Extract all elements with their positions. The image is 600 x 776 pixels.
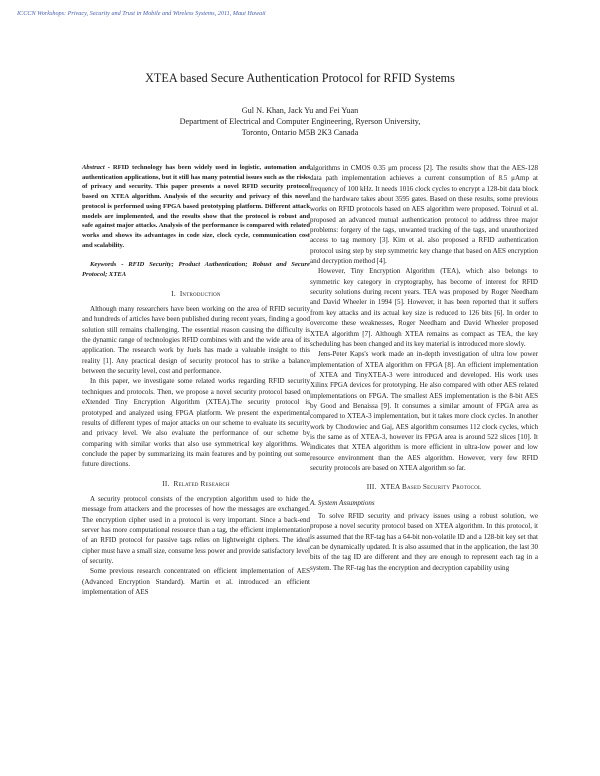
author-address: Toronto, Ontario M5B 2K3 Canada — [241, 128, 359, 138]
section-heading-protocol: III. XTEA Based Security Protocol — [366, 483, 482, 492]
right-column — [310, 163, 538, 573]
paragraph: Although many researchers have been working on the area of RFID security and hundreds of articles have been published during recent years, finding a good solution still remains challenging. The essential reason causing the difficulty is the dynamic range of technologies RFID combines with and the wide area of its application. The research work by Juels has made a valuable insight to this reality [1]. Any practical design of security protocol has to strike a balance between the security level, cost and performance. — [82, 305, 310, 376]
subsection-heading-assumptions: A. System Assumptions — [310, 498, 375, 507]
conference-header: ICCCN Workshops: Privacy, Security and Trust in Mobile and Wireless Systems, 2011, Maui Hawaii — [17, 10, 266, 17]
paragraph: A security protocol consists of the encryption algorithm used to hide the message from attackers and the processes of how the messages are exchanged. The encryption cipher used in a protocol is very important. Since a back-end server has more computational resource than a tag, the efficient implementation of an RFID protocol for passive tags relies on lightweight ciphers. The ideal cipher must have a small size, consume less power and provide satisfactory level of security. — [82, 494, 310, 565]
section-heading-introduction: I. Introduction — [171, 289, 221, 298]
paragraph: Some previous research concentrated on efficient implementation of AES (Advanced Encryption Standard). Martin et al. introduced an efficient implementation of AES — [82, 567, 310, 597]
paragraph: In this paper, we investigate some related works regarding RFID security techniques and protocols. Then, we propose a novel security protocol based on eXtended Tiny Encryption Algorithm (XTEA).The security protocol is prototyped and analyzed using FPGA platform. We present the experimental results of different types of major attacks on our scheme to evaluate its security and privacy level. We also evaluate the performance of our scheme by comparing with similar works that also use symmetrical key algorithms. We conclude the paper by summarizing its main features and by pointing out some future directions. — [82, 377, 310, 469]
paragraph: To solve RFID security and privacy issues using a robust solution, we propose a novel security protocol based on XTEA algorithm. In this protocol, it is assumed that the RF-tag has a 64-bit non-volatile ID and a 128-bit key set that can be dynamically updated. It is also assumed that in the application, the last 30 bits of the tag ID are different and they are enough to represent each tag in a system. The RF-tag has the encryption and decryption capability using — [310, 512, 538, 572]
author-block — [0, 105, 600, 139]
author-names: Gul N. Khan, Jack Yu and Fei Yuan — [241, 106, 359, 115]
keywords: Keywords - RFID Security; Product Authentication; Robust and Secure Protocol; XTEA — [82, 261, 310, 279]
paragraph: Jens-Peter Kaps's work made an in-depth investigation of ultra low power implementation of XTEA algorithm on FPGA [8]. An efficient implementation of XTEA and TinyXTEA-3 were introduced and developed. His work uses Xilinx FPGA devices for prototyping. He also compared with other AES related implementations on FPGA. The smallest AES implementation is the 8-bit AES by Good and Benaissa [9]. It consumes a similar amount of FPGA area as compared to XTEA-3 implementation, but it takes more clock cycles. In another work by Chodowiec and Gaj, AES algorithm consumes 112 clock cycles, which is the same as of XTEA-3, however its FPGA area is around 522 slices [10]. It indicates that XTEA algorithm is more efficient in ultra-low power and low resource environment than the AES algorithm. However, very few RFID security protocols are based on XTEA algorithm so far. — [310, 350, 538, 472]
section-heading-related-research: II. Related Research — [162, 479, 230, 488]
paragraph: However, Tiny Encryption Algorithm (TEA), which also belongs to symmetric key category in cryptography, has become of interest for RFID security solutions during recent years. TEA was proposed by Roger Needham and David Wheeler in 1994 [5]. However, it has been reported that it suffers from key attacks and its actual key size is reduced to 126 bits [6]. In order to overcome these weaknesses, Roger Needham and David Wheeler proposed XTEA algorithm [7]. Although XTEA remains as compact as TEA, the key scheduling has been changed and its key material is introduced more slowly. — [310, 267, 538, 348]
abstract — [82, 163, 310, 250]
left-column — [82, 163, 310, 597]
paragraph: algorithms in CMOS 0.35 μm process [2]. The results show that the AES-128 data path implementation achieves a current consumption of 8.5 μAmp at frequency of 100 kHz. It needs 1016 clock cycles to encrypt a 128-bit data block and the hardware takes about 3595 gates. Based on these results, some previous works on RFID protocols based on AES algorithm were proposed. Toiruul et al. proposed an advanced mutual authentication protocol to address three major problems: forgery of the tags, unwanted tracking of the tags, and unauthorized access to tag memory [3]. Kim et al. also proposed a RFID authentication protocol using step by step symmetric key change that based on AES encryption and decryption method [4]. — [310, 164, 538, 266]
author-affiliation: Department of Electrical and Computer Engineering, Ryerson University, — [179, 117, 421, 127]
paper-title: XTEA based Secure Authentication Protocol for RFID Systems — [145, 71, 455, 85]
abstract-lead: Abstract - — [82, 164, 110, 171]
abstract-text: RFID technology has been widely used in logistic, automation and authentication applications, but it still has many potential issues such as the risks of privacy and security. This paper presents a novel RFID security protocol based on XTEA algorithm. Analysis of the security and privacy of this novel protocol is performed using FPGA based prototyping platform. Different attack models are implemented, and the results show that the protocol is robust and safe against major attacks. Analysis of the performance is compared with related works and shows its advantages in code size, clock cycle, communication cost and scalability. — [82, 164, 310, 249]
